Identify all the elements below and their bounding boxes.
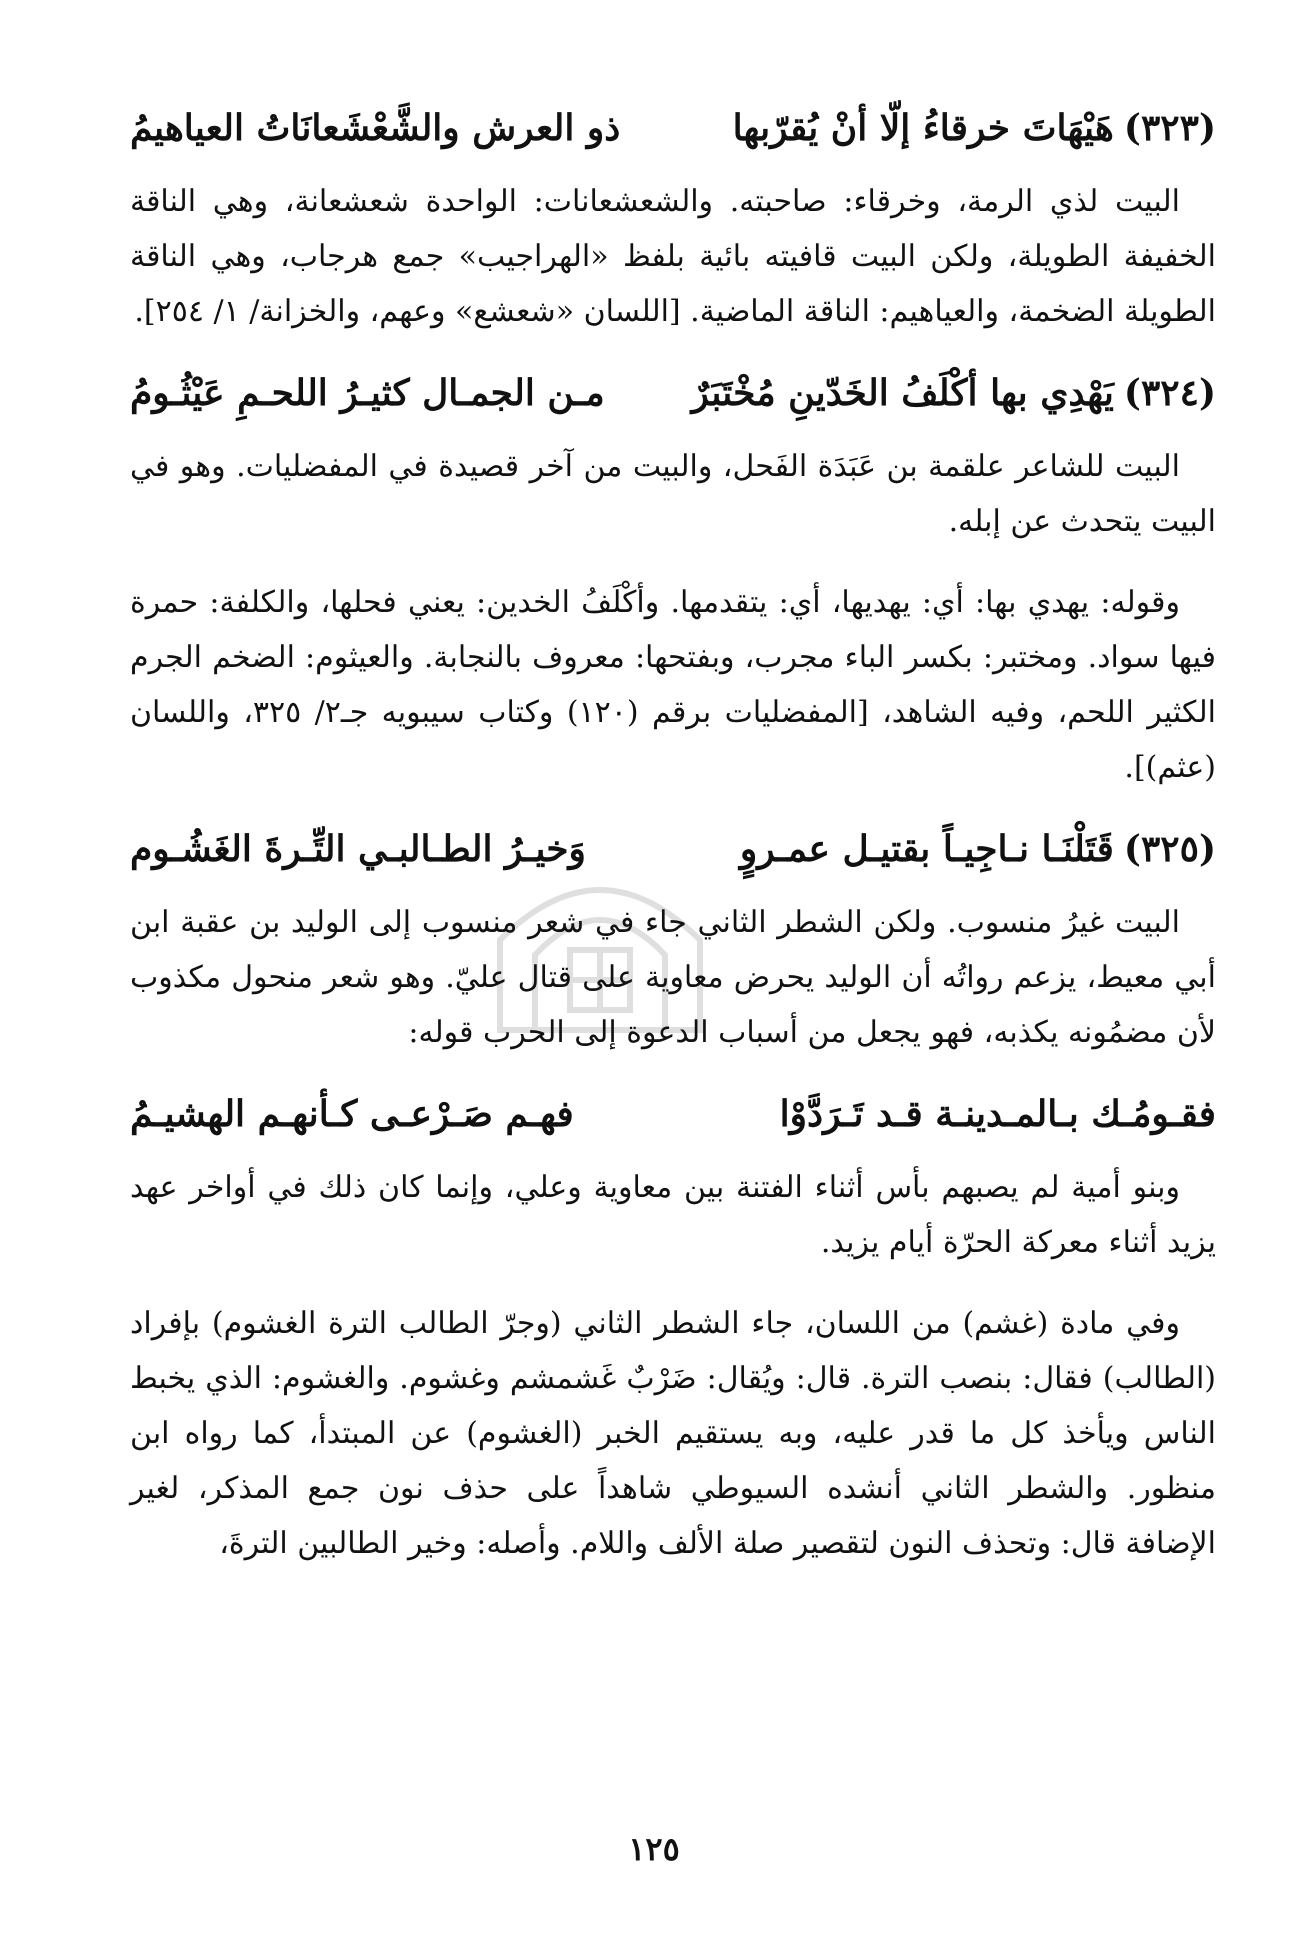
page-number: ١٢٥ <box>628 1830 680 1868</box>
verse-line <box>130 100 1216 156</box>
verse-hemistich-second: ذو العرش والشَّعْشَعانَاتُ العياهيمُ <box>130 107 621 149</box>
verse-number: (٣٢٥) <box>1123 828 1216 870</box>
commentary-paragraph: وفي مادة (غشم) من اللسان، جاء الشطر الثاني (وجرّ الطالب الترة الغشوم) بإفراد (الطالب) فقال: بنصب الترة. قال: ويُقال: ضَرْبٌ غَشمشم وغشوم. والغشوم: الذي يخبط الناس ويأخذ كل ما قدر عليه، وبه يستقيم الخبر (الغشوم) عن المبتدأ، كما رواه ابن منظور. والشطر الثاني أنشده السيوطي شاهداً على حذف نون جمع المذكر، لغير الإضافة قال: وتحذف النون لتقصير صلة الألف واللام. وأصله: وخير الطالبين الترةَ، <box>130 1306 1216 1561</box>
commentary-paragraph: البيت لذي الرمة، وخرقاء: صاحبته. والشعشعانات: الواحدة شعشعانة، وهي الناقة الخفيفة الطويلة، ولكن البيت قافيته بائية بلفظ «الهراجيب» جمع هرجاب، وهي الناقة الطويلة الضخمة، والعياهيم: الناقة الماضية. [اللسان «شعشع» وعهم، والخزانة/ ١/ ٢٥٤]. <box>130 184 1216 329</box>
commentary-paragraph: وبنو أمية لم يصبهم بأس أثناء الفتنة بين معاوية وعلي، وإنما كان ذلك في أواخر عهد يزيد أثناء معركة الحرّة أيام يزيد. <box>130 1170 1216 1260</box>
verse-line <box>130 821 1216 877</box>
verse-hemistich-first: فقـومُـك بـالمـدينـة قـد تَـرَدَّوْا <box>779 1093 1216 1135</box>
quoted-verse-line <box>130 1086 1216 1142</box>
page-content <box>130 100 1216 1597</box>
verse-number: (٣٢٣) <box>1123 107 1216 149</box>
verse-number: (٣٢٤) <box>1123 372 1216 414</box>
commentary-paragraph: البيت للشاعر علقمة بن عَبَدَة الفَحل، والبيت من آخر قصيدة في المفضليات. وهو في البيت يتحدث عن إبله. <box>130 449 1216 539</box>
commentary-paragraph: البيت غيرُ منسوب. ولكن الشطر الثاني جاء في شعر منسوب إلى الوليد بن عقبة ابن أبي معيط، يزعم رواتُه أن الوليد يحرض معاوية على قتال عليّ. وهو شعر منحول مكذوب لأن مضمُونه يكذبه، فهو يجعل من أسباب الدعوة إلى الحرب قوله: <box>130 905 1216 1050</box>
commentary-paragraph: وقوله: يهدي بها: أي: يهديها، أي: يتقدمها. وأكْلَفُ الخدين: يعني فحلها، والكلفة: حمرة فيها سواد. ومختبر: بكسر الباء مجرب، وبفتحها: معروف بالنجابة. والعيثوم: الضخم الجرم الكثير اللحم، وفيه الشاهد، [المفضليات برقم (١٢٠) وكتاب سيبويه جـ٢/ ٣٢٥، واللسان (عثم)]. <box>130 585 1216 785</box>
verse-hemistich-first: يَهْدِي بها أكْلَفُ الخَدّينِ مُخْتَبَرٌ <box>691 372 1114 414</box>
verse-hemistich-second: فهـم صَـرْعـى كـأنهـم الهشيـمُ <box>130 1093 574 1135</box>
verse-line <box>130 365 1216 421</box>
verse-hemistich-second: وَخيـرُ الطـالبـي التِّـرةَ الغَشُـوم <box>130 828 586 870</box>
verse-hemistich-second: مـن الجمـال كثيـرُ اللحـمِ عَيْثُـومُ <box>130 372 605 414</box>
verse-hemistich-first: قَتَلْنَـا نـاجِيـاً بقتيـل عمـروٍ <box>739 828 1114 870</box>
verse-hemistich-first: هَيْهَاتَ خرقاءُ إلّا أنْ يُقرّبها <box>732 107 1114 149</box>
